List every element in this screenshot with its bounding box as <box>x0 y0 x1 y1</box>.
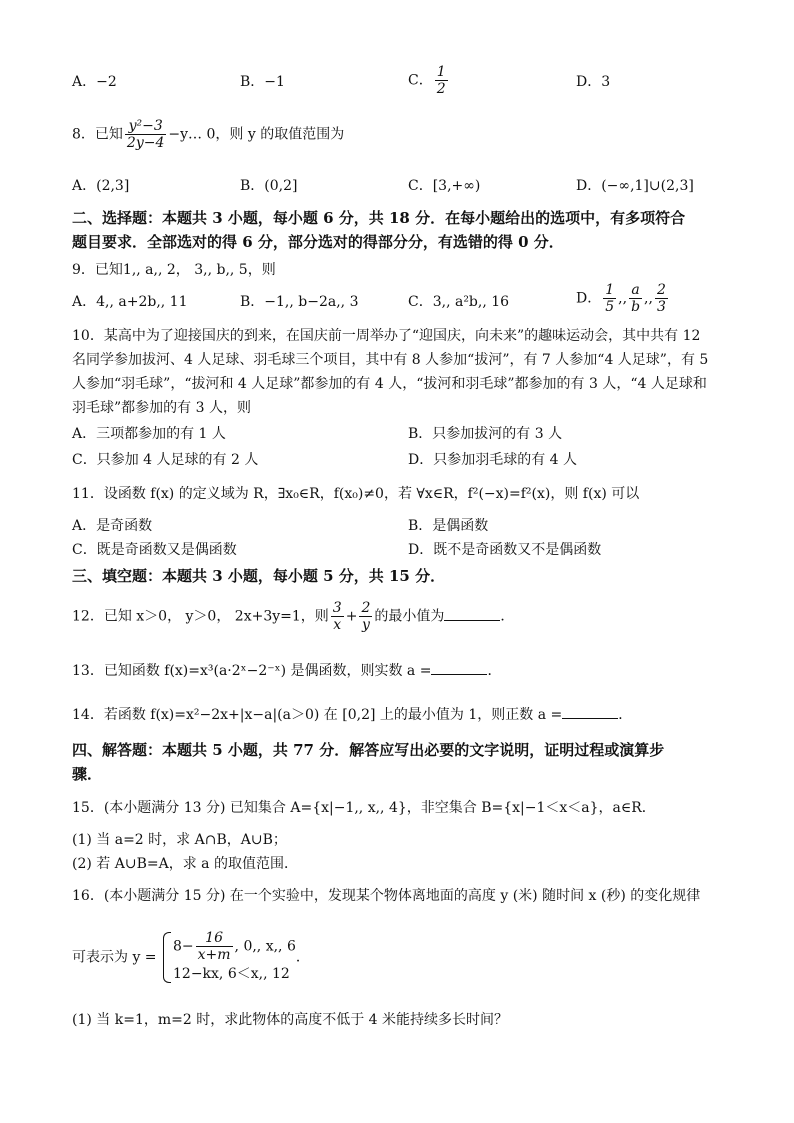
case-1-prefix: 8− <box>173 938 194 955</box>
separator: ,, <box>644 290 653 307</box>
frac-denominator: b <box>631 299 641 315</box>
q10-option-a: A．三项都参加的有 1 人 <box>72 426 226 442</box>
q10-line4: 羽毛球”都参加的有 3 人，则 <box>72 400 251 416</box>
period: ． <box>500 608 515 625</box>
section-4-heading-line1: 四、解答题：本题共 5 小题，共 77 分．解答应写出必要的文字说明，证明过程或演算步 <box>72 741 665 759</box>
q9-option-a: A．4,, a+2b,, 11 <box>72 294 188 310</box>
q10-option-d: D．只参加羽毛球的有 4 人 <box>408 452 578 468</box>
q7-option-d: D．3 <box>576 74 611 90</box>
q8-option-d: D．(−∞,1]∪(2,3] <box>576 178 694 194</box>
q15-part2: (2) 若 A∪B=A，求 a 的取值范围． <box>72 856 298 872</box>
frac-denominator: y <box>361 617 370 633</box>
frac-denominator: 2 <box>436 81 446 97</box>
q7-option-b: B．−1 <box>240 74 285 90</box>
q12-stem <box>72 600 514 633</box>
section-2-heading-line1: 二、选择题：本题共 3 小题，每小题 6 分，共 18 分．在每小题给出的选项中，有多项符合 <box>72 209 686 227</box>
q7-option-a: A．−2 <box>72 74 117 90</box>
frac-numerator: 16 <box>196 930 233 947</box>
q11-stem: 11．设函数 f(x) 的定义域为 R，∃x₀∈R，f(x₀)≠0，若 ∀x∈R，f²(−x)=f²(x)，则 f(x) 可以 <box>72 486 640 502</box>
q9-option-b: B．−1,, b−2a,, 3 <box>240 294 359 310</box>
q8-fraction <box>125 118 166 151</box>
q15-part1: (1) 当 a=2 时，求 A∩B，A∪B； <box>72 832 287 848</box>
separator: ,, <box>618 290 628 307</box>
q10-option-c: C．只参加 4 人足球的有 2 人 <box>72 452 259 468</box>
frac-numerator: 1 <box>605 282 615 298</box>
frac-denominator: 3 <box>656 299 666 315</box>
q8-option-a: A．(2,3] <box>72 178 130 194</box>
q8-option-b: B．(0,2] <box>240 178 298 194</box>
frac-numerator: 2 <box>656 282 666 298</box>
q9-option-c: C．3,, a²b,, 16 <box>408 294 510 310</box>
q12-frac-2 <box>359 600 372 633</box>
q12-prefix: 12．已知 x＞0， y＞0， 2x+3y=1，则 <box>72 608 329 625</box>
section-2-heading-line2: 题目要求．全部选对的得 6 分，部分选对的得部分分，有选错的得 0 分． <box>72 233 564 251</box>
case-1 <box>173 930 296 963</box>
q9-stem: 9．已知1,, a,, 2， 3,, b,, 5，则 <box>72 262 276 278</box>
frac-numerator: 3 <box>332 600 342 616</box>
frac-numerator: 2 <box>361 600 371 616</box>
q9-d-frac-2 <box>629 282 642 315</box>
q8-prefix: 8．已知 <box>72 126 123 143</box>
q9-option-d-prefix: D． <box>576 290 602 307</box>
case-1-fraction <box>196 930 233 963</box>
frac-numerator: y²−3 <box>125 118 166 135</box>
q13-stem <box>72 660 501 681</box>
q8-tail: −y… 0，则 y 的取值范围为 <box>168 126 345 143</box>
q14-text: 14．若函数 f(x)=x²−2x+|x−a|(a＞0) 在 [0,2] 上的最小值为 1，则正数 a = <box>72 707 563 723</box>
q9-d-frac-3 <box>655 282 668 315</box>
q8-stem <box>72 118 344 151</box>
q8-option-c: C．[3,+∞) <box>408 178 481 194</box>
case-1-domain: , 0,, x,, 6 <box>234 938 296 955</box>
period: ． <box>295 949 310 966</box>
q7-option-c <box>408 64 450 97</box>
q9-option-d <box>576 282 670 315</box>
q16-piecewise <box>72 930 310 985</box>
q13-text: 13．已知函数 f(x)=x³(a·2ˣ−2⁻ˣ) 是偶函数，则实数 a = <box>72 663 432 679</box>
q12-suffix: 的最小值为 <box>374 608 445 625</box>
answer-blank[interactable] <box>444 606 500 621</box>
q16-prefix: 可表示为 y = <box>72 949 157 966</box>
frac-denominator: 5 <box>605 299 615 315</box>
answer-blank[interactable] <box>562 704 618 719</box>
q10-option-b: B．只参加拔河的有 3 人 <box>408 426 563 442</box>
q11-option-c: C．既是奇函数又是偶函数 <box>72 542 237 558</box>
frac-denominator: 2y−4 <box>126 135 165 151</box>
plus-sign: + <box>345 608 358 625</box>
period: ． <box>487 663 502 679</box>
q7-option-c-fraction <box>435 64 448 97</box>
q11-option-d: D．既不是奇函数又不是偶函数 <box>408 542 602 558</box>
section-4-heading-line2: 骤． <box>72 765 103 783</box>
period: ． <box>618 707 633 723</box>
frac-numerator: a <box>629 282 642 299</box>
q16-part1: (1) 当 k=1，m=2 时，求此物体的高度不低于 4 米能持续多长时间？ <box>72 1012 509 1028</box>
frac-denominator: x+m <box>197 947 231 963</box>
frac-numerator: 1 <box>436 64 446 80</box>
section-3-heading: 三、填空题：本题共 3 小题，每小题 5 分，共 15 分． <box>72 567 446 585</box>
q14-stem <box>72 704 632 725</box>
q12-frac-1 <box>331 600 344 633</box>
q11-option-b: B．是偶函数 <box>408 518 489 534</box>
piecewise-brace <box>161 930 296 985</box>
q16-stem: 16．(本小题满分 15 分) 在一个实验中，发现某个物体离地面的高度 y (米) 随时间 x (秒) 的变化规律 <box>72 888 701 904</box>
case-2: 12−kx, 6＜x,, 12 <box>173 966 290 982</box>
q10-line2: 名同学参加拔河、4 人足球、羽毛球三个项目，其中有 8 人参加“拔河”，有 7 人参加“4 人足球”，有 5 <box>72 352 709 368</box>
frac-denominator: x <box>333 617 342 633</box>
q9-d-frac-1 <box>603 282 616 315</box>
answer-blank[interactable] <box>431 660 487 675</box>
q11-option-a: A．是奇函数 <box>72 518 153 534</box>
q10-line3: 人参加“羽毛球”，“拔河和 4 人足球”都参加的有 4 人，“拔河和羽毛球”都参加的有 3 人，“4 人足球和 <box>72 376 707 392</box>
q10-line1: 10．某高中为了迎接国庆的到来，在国庆前一周举办了“迎国庆，向未来”的趣味运动会，其中共有 12 <box>72 328 701 344</box>
q15-stem: 15．(本小题满分 13 分) 已知集合 A={x|−1,, x,, 4}，非空集合 B={x|−1＜x＜a}，a∈R． <box>72 800 656 816</box>
q7-option-c-prefix: C． <box>408 72 433 89</box>
